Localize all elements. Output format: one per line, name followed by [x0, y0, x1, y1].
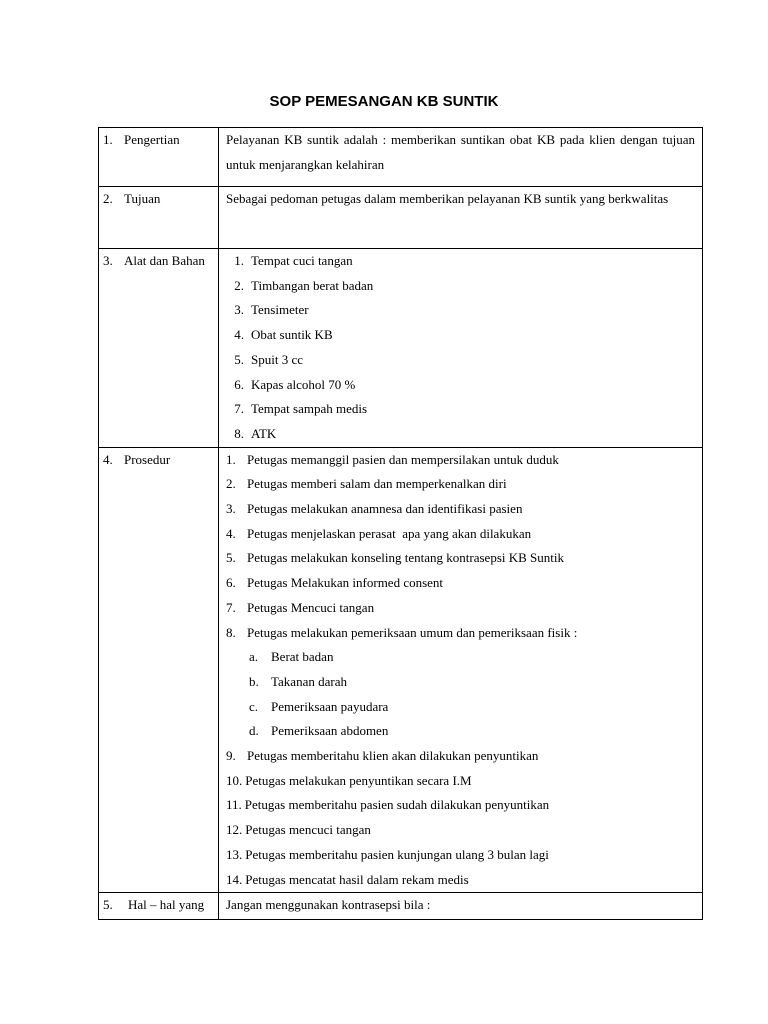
sub-item-text: Berat badan: [271, 649, 334, 665]
item-number: 8.: [234, 425, 244, 441]
prosedur-list: [226, 448, 695, 646]
page-title: SOP PEMESANGAN KB SUNTIK: [269, 93, 499, 110]
item-text: Petugas mencuci tangan: [245, 822, 371, 838]
row-label-cell: [99, 249, 219, 448]
item-number: 2.: [234, 277, 244, 293]
list-item: [226, 744, 695, 769]
item-number: 14.: [226, 871, 243, 887]
item-number: 7.: [234, 401, 244, 417]
item-number: 5.: [226, 550, 236, 566]
prosedur-list-continued: [226, 744, 695, 892]
row-number: 4.: [103, 451, 113, 467]
item-number: 5.: [234, 351, 244, 367]
item-number: 6.: [234, 376, 244, 392]
item-text: Spuit 3 cc: [251, 351, 303, 367]
item-text: Petugas melakukan anamnesa dan identifikasi pasien: [247, 501, 523, 517]
list-item: [219, 323, 695, 348]
sub-item-text: Pemeriksaan payudara: [271, 698, 389, 714]
list-item: [226, 472, 695, 497]
item-number: 3.: [234, 302, 244, 318]
sub-item-letter: c.: [249, 698, 259, 714]
list-item: [226, 843, 695, 868]
list-item: [226, 596, 695, 621]
row-number: 3.: [103, 253, 113, 268]
item-number: 4.: [226, 525, 236, 541]
sub-list-item: [249, 645, 695, 670]
list-item: [219, 249, 695, 274]
list-item: [226, 868, 695, 893]
item-number: 9.: [226, 748, 236, 764]
row-label: Alat dan Bahan: [124, 253, 205, 268]
list-item: [219, 274, 695, 299]
row-content-cell: [219, 128, 703, 187]
row-label-cell: [99, 447, 219, 893]
row-content-cell: [219, 187, 703, 249]
row-label: Hal – hal yang: [128, 897, 205, 913]
list-item: [226, 769, 695, 794]
item-number: 13.: [226, 846, 243, 862]
item-text: Kapas alcohol 70 %: [251, 376, 356, 392]
item-text: Timbangan berat badan: [251, 277, 374, 293]
table-row-pengertian: [99, 128, 703, 187]
item-text: Petugas melakukan konseling tentang kontrasepsi KB Suntik: [247, 550, 565, 566]
list-item: [226, 571, 695, 596]
item-number: 7.: [226, 599, 236, 615]
list-item: [226, 448, 695, 473]
sub-item-text: Pemeriksaan abdomen: [271, 723, 389, 739]
item-number: 3.: [226, 501, 236, 517]
item-text: Petugas memberitahu pasien sudah dilakukan penyuntikan: [244, 797, 550, 813]
item-text: Tensimeter: [251, 302, 309, 318]
table-row-hal-hal-yang: [99, 893, 703, 920]
item-number: 4.: [234, 327, 244, 343]
list-item: [226, 497, 695, 522]
sub-item-letter: a.: [249, 649, 259, 665]
list-item: [219, 397, 695, 422]
item-number: 10.: [226, 772, 243, 788]
sub-item-letter: b.: [249, 673, 259, 689]
table-row-tujuan: [99, 187, 703, 249]
list-item: [226, 522, 695, 547]
table-row-alat-dan-bahan: [99, 249, 703, 448]
item-text: Petugas menjelaskan perasat apa yang akan dilakukan: [247, 525, 532, 541]
row-content-cell: [219, 893, 703, 920]
item-text: Tempat cuci tangan: [251, 253, 353, 268]
list-item: [226, 793, 695, 818]
row-label: Tujuan: [124, 191, 161, 206]
item-text: Petugas mencatat hasil dalam rekam medis: [245, 871, 469, 887]
item-number: 6.: [226, 575, 236, 591]
list-item: [226, 818, 695, 843]
item-text: Petugas memberitahu pasien kunjungan ulang 3 bulan lagi: [245, 846, 549, 862]
item-text: Petugas Mencuci tangan: [247, 599, 375, 615]
sub-item-letter: d.: [249, 723, 259, 739]
list-item: [226, 621, 695, 646]
row-number: 2.: [103, 191, 113, 206]
row-label: Pengertian: [124, 132, 180, 147]
row-label: Prosedur: [124, 451, 171, 467]
sub-list-item: [249, 695, 695, 720]
row-text: Jangan menggunakan kontrasepsi bila :: [226, 897, 431, 913]
item-text: Petugas Melakukan informed consent: [247, 575, 444, 591]
row-label-cell: [99, 187, 219, 249]
row-label-cell: [99, 893, 219, 920]
sop-table: [98, 127, 703, 920]
item-text: ATK: [251, 425, 277, 441]
sub-list-item: [249, 670, 695, 695]
row-text: Sebagai pedoman petugas dalam memberikan pelayanan KB suntik yang berkwalitas: [226, 191, 669, 206]
row-label-cell: [99, 128, 219, 187]
alat-list: [219, 249, 695, 447]
item-text: Petugas melakukan pemeriksaan umum dan pemeriksaan fisik :: [247, 624, 578, 640]
row-number: 5.: [103, 897, 113, 913]
item-number: 8.: [226, 624, 236, 640]
row-text: Pelayanan KB suntik adalah : memberikan suntikan obat KB pada klien dengan tujuan untuk menjarangkan kelahiran: [226, 132, 695, 172]
list-item: [219, 373, 695, 398]
item-text: Petugas melakukan penyuntikan secara I.M: [245, 772, 472, 788]
item-text: Petugas memanggil pasien dan mempersilakan untuk duduk: [247, 451, 559, 467]
item-number: 11.: [226, 797, 242, 813]
list-item: [226, 546, 695, 571]
item-number: 1.: [234, 253, 244, 268]
item-text: Petugas memberitahu klien akan dilakukan penyuntikan: [247, 748, 539, 764]
item-text: Petugas memberi salam dan memperkenalkan diri: [247, 476, 507, 492]
item-number: 2.: [226, 476, 236, 492]
pemeriksaan-sub-list: [226, 645, 695, 744]
row-number: 1.: [103, 132, 113, 147]
item-text: Obat suntik KB: [251, 327, 333, 343]
row-content-cell: [219, 447, 703, 893]
item-number: 12.: [226, 822, 243, 838]
sub-list-item: [249, 719, 695, 744]
list-item: [219, 298, 695, 323]
item-number: 1.: [226, 451, 236, 467]
row-content-cell: [219, 249, 703, 448]
table-row-prosedur: [99, 447, 703, 893]
sub-item-text: Takanan darah: [271, 673, 347, 689]
item-text: Tempat sampah medis: [251, 401, 368, 417]
list-item: [219, 348, 695, 373]
list-item: [219, 422, 695, 447]
